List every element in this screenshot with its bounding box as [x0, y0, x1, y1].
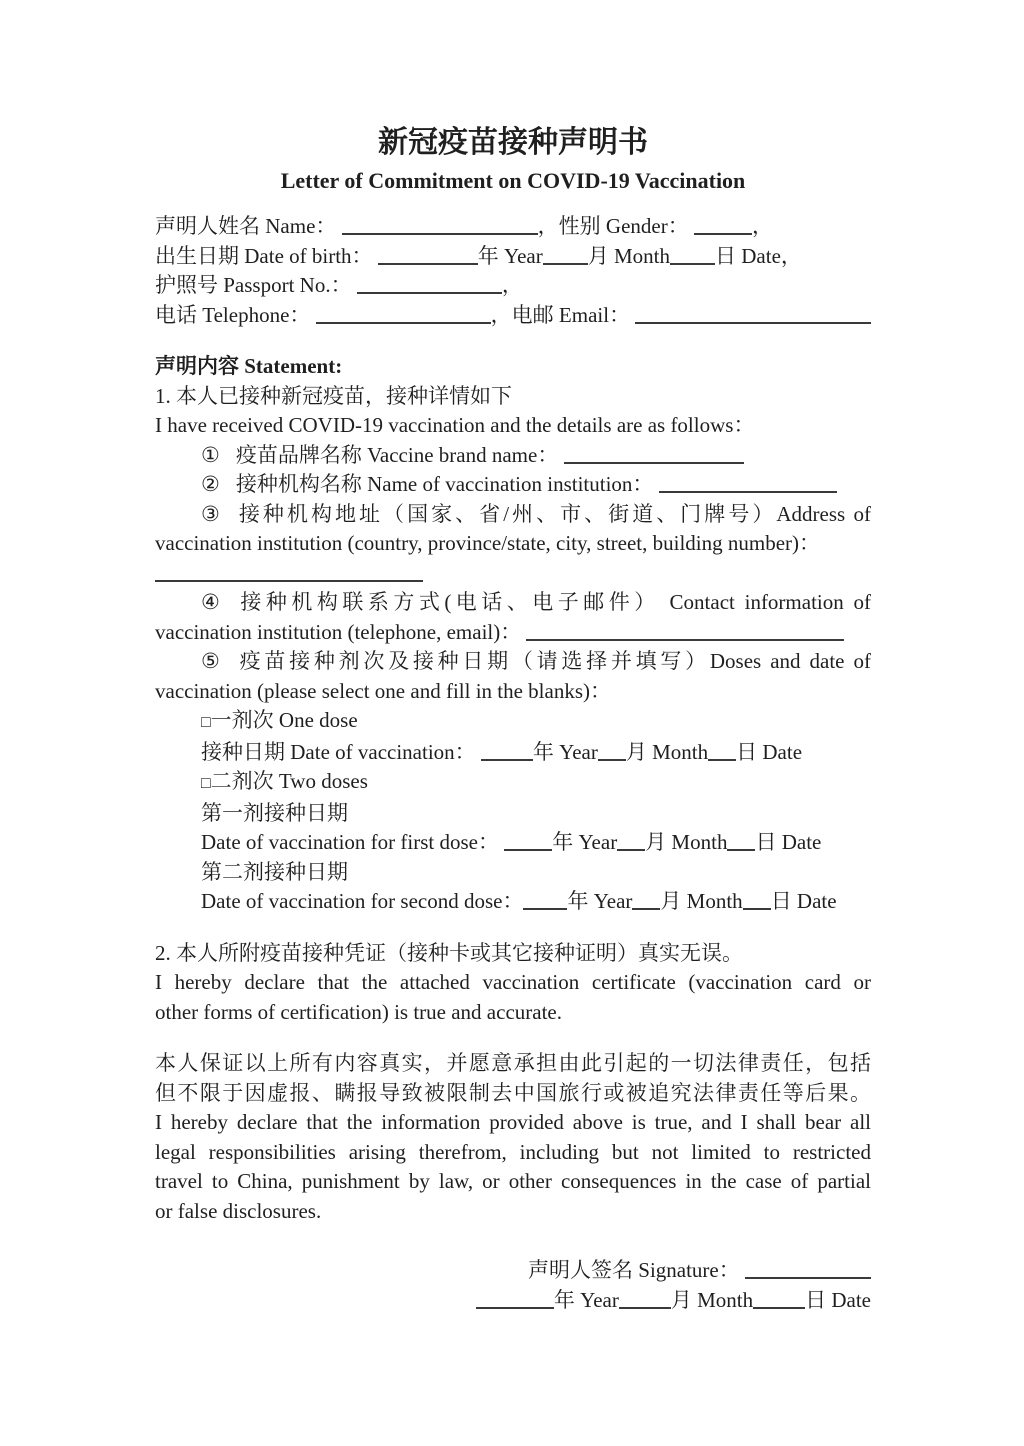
first-dose-date-label-zh: 第一剂接种日期: [201, 800, 348, 825]
two-doses-checkbox: □: [201, 775, 211, 792]
first-dose-year-blank-line: [504, 829, 552, 851]
doses-label-zh: 疫苗接种剂次及接种日期（请选择并填写）Doses and date of: [235, 649, 871, 673]
signature-line: [155, 1256, 871, 1286]
gender-comma: ，: [751, 214, 773, 238]
one-dose-month-label: 月 Month: [625, 739, 709, 764]
institution-contact-line2: [155, 618, 871, 648]
signature-month-blank-line: [619, 1287, 671, 1309]
dob-year-blank-line: [378, 243, 478, 265]
signature-label: 声明人签名 Signature：: [528, 1258, 740, 1282]
declaration-en-line4: or false disclosures.: [155, 1198, 322, 1223]
circled-5-icon: ⑤: [201, 649, 220, 673]
declaration-en-line1: I hereby declare that the information provided above is true, and I shall bear all: [155, 1110, 871, 1134]
statement-point2-zh: 2. 本人所附疫苗接种凭证（接种卡或其它接种证明）真实无误。: [155, 940, 743, 965]
one-dose-day-label: 日 Date: [736, 739, 803, 764]
dob-day-blank-line: [670, 243, 715, 265]
second-dose-date-line: [155, 887, 871, 917]
email-label: ，电邮 Email：: [490, 302, 631, 327]
gender-label: ，性别 Gender：: [537, 214, 689, 238]
passport-comma: ，: [501, 273, 523, 297]
first-dose-date-line: [155, 828, 871, 858]
institution-contact-blank-line: [526, 619, 844, 641]
first-dose-year-label: 年 Year: [552, 830, 618, 854]
declaration-zh-line2: 但不限于因虚报、瞒报导致被限制去中国旅行或被追究法律责任等后果。: [155, 1080, 871, 1105]
personal-info-section: [155, 212, 871, 330]
one-dose-year-label: 年 Year: [532, 739, 598, 764]
one-dose-date-line: [155, 738, 871, 768]
second-dose-year-label: 年 Year: [567, 889, 633, 913]
signature-month-label: 月 Month: [670, 1287, 754, 1312]
institution-address-blank-row: [155, 559, 871, 589]
second-dose-day-label: 日 Date: [770, 889, 837, 913]
date-of-birth-line: [155, 242, 871, 272]
signature-day-label: 日 Date: [805, 1287, 871, 1312]
institution-name-label: 接种机构名称 Name of vaccination institution：: [235, 472, 654, 496]
circled-3-icon: ③: [201, 501, 220, 526]
signature-section: [155, 1256, 871, 1315]
first-dose-day-label: 日 Date: [755, 830, 822, 854]
institution-address-line2: vaccination institution (country, province/state, city, street, building number)：: [155, 531, 821, 555]
two-doses-option-line: [155, 767, 871, 799]
first-dose-month-blank-line: [617, 829, 645, 851]
second-dose-date-label-en: Date of vaccination for second dose：: [201, 889, 524, 913]
second-dose-day-blank-line: [743, 888, 771, 910]
statement-point2-section: [155, 939, 871, 1028]
name-gender-line: [155, 212, 871, 242]
first-dose-day-blank-line: [727, 829, 755, 851]
circled-4-icon: ④: [201, 590, 220, 614]
doses-line2: vaccination (please select one and fill in the blanks)：: [155, 678, 612, 703]
vaccine-brand-blank-line: [564, 442, 744, 464]
two-doses-label: 二剂次 Two doses: [210, 769, 368, 793]
document-title-en: Letter of Commitment on COVID-19 Vaccination: [280, 168, 746, 193]
signature-year-blank-line: [476, 1287, 554, 1309]
one-dose-option-line: [155, 706, 871, 738]
one-dose-day-blank-line: [708, 739, 736, 761]
passport-line: [155, 271, 871, 301]
dob-year-label: 年 Year: [477, 243, 543, 268]
institution-contact-label-zh: 接种机构联系方式(电话、电子邮件） Contact information of: [235, 590, 871, 614]
one-dose-date-label: 接种日期 Date of vaccination：: [201, 739, 476, 764]
institution-address-label-zh: 接种机构地址（国家、省/州、市、街道、门牌号）Address of: [235, 501, 871, 526]
first-dose-month-label: 月 Month: [645, 830, 728, 854]
telephone-blank-line: [316, 302, 491, 324]
signature-day-blank-line: [753, 1287, 805, 1309]
phone-email-line: [155, 301, 871, 331]
dob-month-label: 月 Month: [587, 243, 671, 268]
dob-comma: ，: [780, 243, 802, 268]
second-dose-date-label-zh: 第二剂接种日期: [201, 859, 348, 884]
circled-2-icon: ②: [201, 472, 220, 496]
one-dose-year-blank-line: [481, 739, 533, 761]
institution-contact-label-en: vaccination institution (telephone, email)：: [155, 619, 522, 644]
dob-month-blank-line: [543, 243, 588, 265]
name-blank-line: [342, 213, 538, 235]
document-title-zh: 新冠疫苗接种声明书: [378, 126, 648, 159]
declaration-section: [155, 1049, 871, 1226]
statement-section: [155, 352, 871, 917]
second-dose-month-label: 月 Month: [660, 889, 743, 913]
one-dose-month-blank-line: [598, 739, 626, 761]
institution-address-blank-line: [155, 560, 423, 582]
vaccine-brand-line: [155, 441, 871, 471]
passport-label: 护照号 Passport No.：: [155, 273, 352, 297]
one-dose-checkbox: □: [201, 714, 211, 731]
name-label: 声明人姓名 Name：: [155, 214, 337, 238]
second-dose-year-blank-line: [523, 888, 567, 910]
gender-blank-line: [694, 213, 752, 235]
statement-heading: 声明内容 Statement:: [155, 354, 343, 378]
dob-label: 出生日期 Date of birth：: [155, 243, 373, 268]
signature-blank-line: [745, 1257, 871, 1279]
dob-day-label: 日 Date: [715, 243, 781, 268]
email-blank-line: [635, 302, 871, 324]
institution-name-blank-line: [659, 471, 837, 493]
declaration-en-line3: travel to China, punishment by law, or other consequences in the case of partial: [155, 1169, 871, 1193]
first-dose-date-label-en: Date of vaccination for first dose：: [201, 830, 499, 854]
document-content: [155, 124, 871, 1315]
telephone-label: 电话 Telephone：: [155, 302, 311, 327]
doses-line1: [155, 647, 871, 677]
institution-name-line: [155, 470, 871, 500]
passport-blank-line: [357, 272, 502, 294]
institution-contact-line1: [155, 588, 871, 618]
statement-point2-en-line1: I hereby declare that the attached vaccination certificate (vaccination card or: [155, 970, 871, 994]
statement-point2-en-line2: other forms of certification) is true and accurate.: [155, 999, 562, 1024]
circled-1-icon: ①: [201, 442, 220, 467]
declaration-en-line2: legal responsibilities arising therefrom, including but not limited to restricted: [155, 1139, 871, 1164]
statement-point1-zh: 1. 本人已接种新冠疫苗，接种详情如下: [155, 383, 512, 408]
vaccine-brand-label: 疫苗品牌名称 Vaccine brand name：: [235, 442, 559, 467]
institution-address-line1: [155, 500, 871, 530]
second-dose-month-blank-line: [632, 888, 660, 910]
signature-year-label: 年 Year: [553, 1287, 619, 1312]
signature-date-line: [155, 1286, 871, 1316]
one-dose-label: 一剂次 One dose: [210, 708, 358, 732]
declaration-zh-line1: 本人保证以上所有内容真实，并愿意承担由此引起的一切法律责任，包括: [155, 1051, 871, 1075]
statement-point1-en: I have received COVID-19 vaccination and the details are as follows：: [155, 413, 755, 437]
